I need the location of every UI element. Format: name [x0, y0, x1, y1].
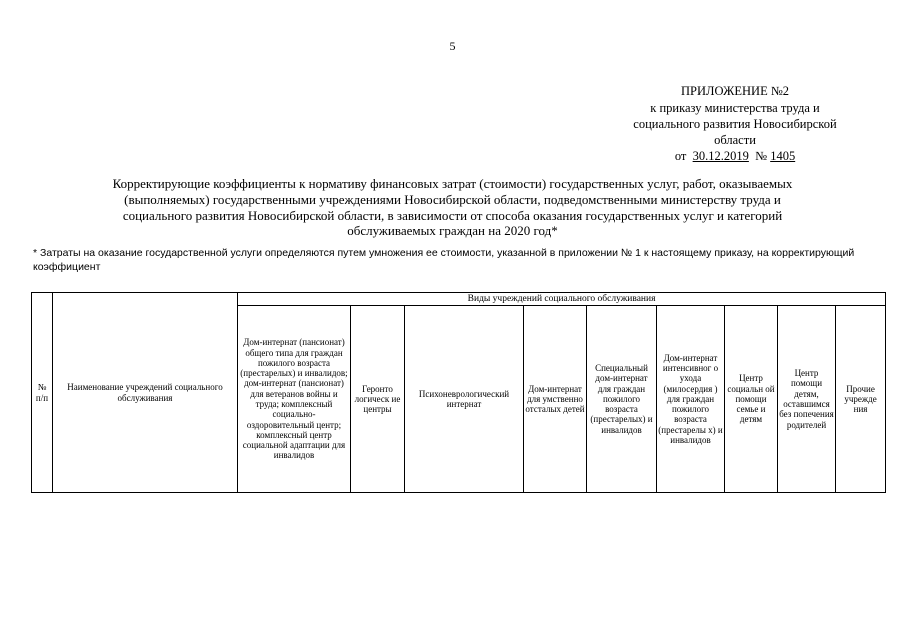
- header-institution-types: Виды учреждений социального обслуживания: [238, 293, 886, 306]
- type-psychoneurological: Психоневрологический интернат: [405, 306, 524, 493]
- appendix-block: [605, 83, 865, 99]
- order-number: 1405: [770, 149, 796, 163]
- title-line: социального развития Новосибирской области, в зависимости от способа оказания государственных услуг и категорий: [122, 207, 783, 223]
- order-date: 30.12.2019: [692, 149, 749, 163]
- appendix-title: ПРИЛОЖЕНИЕ №2: [680, 84, 790, 98]
- number-prefix: №: [755, 149, 768, 163]
- type-general-home: Дом-интернат (пансионат) общего типа для граждан пожилого возраста (престарелых) и инвалидов; дом-интернат (пансионат) для ветеранов войны и труда; комплексный социально-оздоровительный центр; комплексный центр социальной адаптации для инвалидов: [238, 306, 351, 493]
- type-family-help-center: Центр социальн ой помощи семье и детям: [725, 306, 778, 493]
- page-number: 5: [449, 39, 456, 53]
- header-institution-name: Наименование учреждений социального обслуживания: [53, 293, 238, 493]
- date-prefix: от: [674, 149, 687, 163]
- type-orphan-help-center: Центр помощи детям, оставшимся без попечения родителей: [778, 306, 836, 493]
- appendix-line-3: области: [714, 133, 756, 147]
- title-line: обслуживаемых граждан на 2020 год*: [347, 223, 558, 239]
- appendix-order-lines: [605, 100, 865, 164]
- type-children-home: Дом-интернат для умственно отсталых детей: [524, 306, 587, 493]
- type-gerontological-centers: Геронто логическ ие центры: [351, 306, 405, 493]
- type-other: Прочие учрежде ния: [836, 306, 886, 493]
- coefficients-table: [31, 292, 886, 493]
- title-line: Корректирующие коэффициенты к нормативу финансовых затрат (стоимости) государственных услуг, работ, оказываемых: [112, 176, 793, 191]
- type-intensive-care-home: Дом-интернат интенсивног о ухода (милосердия ) для граждан пожилого возраста (престарелы х) и инвалидов: [657, 306, 725, 493]
- appendix-date-line: [605, 148, 865, 164]
- type-special-home: Специальный дом-интернат для граждан пожилого возраста (престарелых) и инвалидов: [587, 306, 657, 493]
- header-number: № п/п: [32, 293, 53, 493]
- title-line: (выполняемых) государственными учреждениями Новосибирской области, подведомственными министерству труда и: [124, 191, 781, 207]
- document-title: [30, 176, 875, 239]
- appendix-line-1: к приказу министерства труда и: [650, 101, 820, 115]
- appendix-line-2: социального развития Новосибирской: [633, 117, 837, 131]
- footnote: * Затраты на оказание государственной услуги определяются путем умножения ее стоимости, указанной в приложении № 1 к настоящему приказу, на корректирующий коэффициент: [33, 247, 855, 273]
